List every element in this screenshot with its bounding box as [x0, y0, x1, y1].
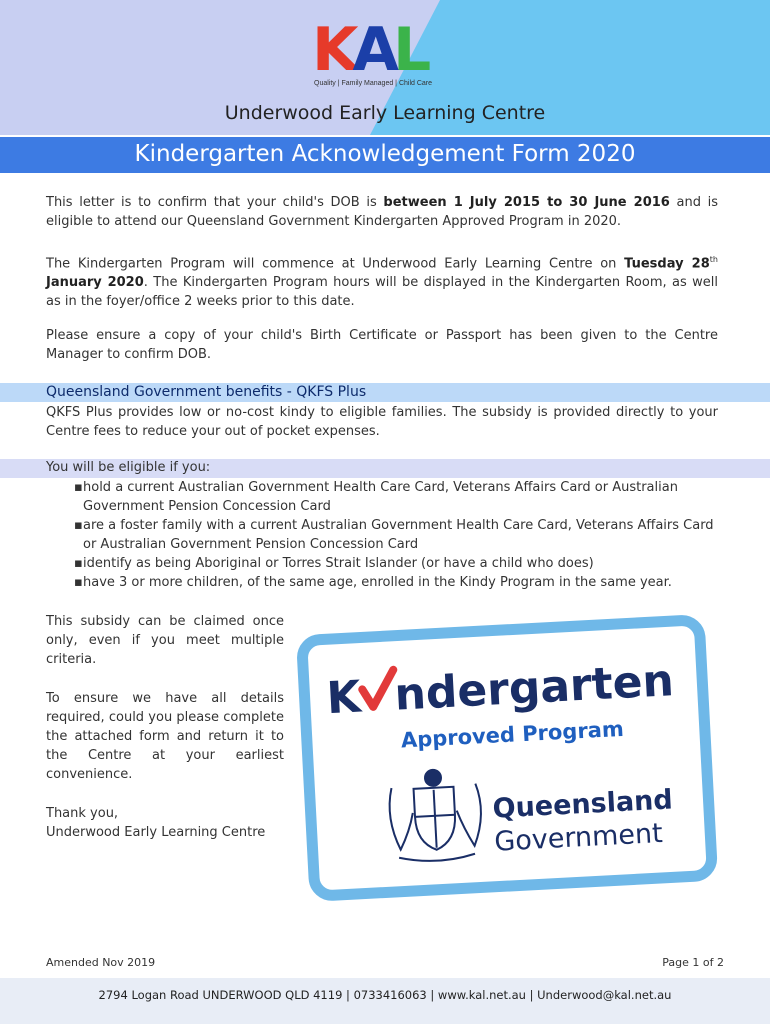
list-item-text: hold a current Australian Government Health Care Card, Veterans Affairs Card or Australian Government Pension Concession Card — [83, 480, 678, 514]
form-title: Kindergarten Acknowledgement Form 2020 — [134, 141, 636, 167]
eligibility-heading-bar — [0, 459, 770, 478]
page-number: Page 1 of 2 — [662, 956, 724, 969]
kindergarten-approved-badge — [294, 612, 719, 902]
qkfs-heading: Queensland Government benefits - QKFS Plus — [46, 384, 367, 400]
qkfs-heading-bar — [0, 383, 770, 402]
subsidy-once-text: This subsidy can be claimed once only, even if you meet multiple criteria. — [46, 614, 284, 667]
intro-paragraph-start — [46, 250, 718, 311]
badge-word: ndergarten — [393, 655, 676, 721]
thanks-text: Thank you, — [46, 806, 119, 821]
logo-tagline: Quality | Family Managed | Child Care — [314, 80, 433, 87]
list-item: ▪ hold a current Australian Government Health Care Card, Veterans Affairs Card or Australian Government Pension Concession Card — [74, 480, 678, 514]
badge-queensland: Queensland — [491, 784, 674, 825]
request-text: To ensure we have all details required, could you please complete the attached form and return it to the Centre at your earliest convenience. — [46, 691, 284, 782]
list-item: ▪ are a foster family with a current Australian Government Health Care Card, Veterans Affairs Card or Australian Government Pension Concession Card — [74, 518, 714, 552]
dob-range: between 1 July 2015 to 30 June 2016 — [383, 195, 670, 210]
list-item-text: have 3 or more children, of the same age, enrolled in the Kindy Program in the same year. — [83, 575, 672, 590]
intro-paragraph-birth-cert: Please ensure a copy of your child's Birth Certificate or Passport has been given to the Centre Manager to confirm DOB. — [46, 328, 718, 362]
badge-k-letter: K — [325, 671, 363, 725]
eligibility-heading: You will be eligible if you: — [46, 460, 211, 475]
footer-address: 2794 Logan Road UNDERWOOD QLD 4119 | 0733416063 | www.kal.net.au | Underwood@kal.net.au — [98, 988, 672, 1002]
logo-wordmark: KAL — [312, 15, 426, 85]
badge-approved-text: Approved Program — [400, 716, 625, 753]
list-item-text: are a foster family with a current Australian Government Health Care Card, Veterans Affairs Card or Australian Government Pension Concession Card — [83, 518, 714, 552]
intro-text: This letter is to confirm that your child's DOB is — [46, 195, 384, 210]
list-item-text: identify as being Aboriginal or Torres Strait Islander (or have a child who does) — [83, 556, 594, 571]
intro-text: and is eligible to attend our Queensland Government Kindergarten Approved Program in 2020. — [46, 195, 719, 229]
qkfs-text: QKFS Plus provides low or no-cost kindy to eligible families. The subsidy is provided directly to your Centre fees to reduce your out of pocket expenses. — [46, 405, 718, 439]
amended-date: Amended Nov 2019 — [46, 956, 156, 969]
list-item: ▪ have 3 or more children, of the same age, enrolled in the Kindy Program in the same year. — [74, 575, 672, 590]
start-text: . The Kindergarten Program hours will be displayed in the Kindergarten Room, as well as in the foyer/office 2 weeks prior to this date. — [46, 275, 719, 310]
signoff-text: Underwood Early Learning Centre — [46, 825, 266, 840]
list-item: ▪ identify as being Aboriginal or Torres Strait Islander (or have a child who does) — [74, 556, 594, 571]
start-text: The Kindergarten Program will commence at Underwood Early Learning Centre on — [46, 256, 625, 272]
centre-name: Underwood Early Learning Centre — [224, 102, 546, 124]
badge-government: Government — [493, 817, 664, 858]
eligibility-list — [74, 478, 720, 592]
start-month: January 2020 — [46, 275, 144, 291]
kal-logo — [312, 15, 462, 98]
intro-paragraph-dob — [46, 193, 718, 231]
date-suffix: th — [709, 255, 718, 264]
start-date: Tuesday 28 — [624, 256, 710, 272]
